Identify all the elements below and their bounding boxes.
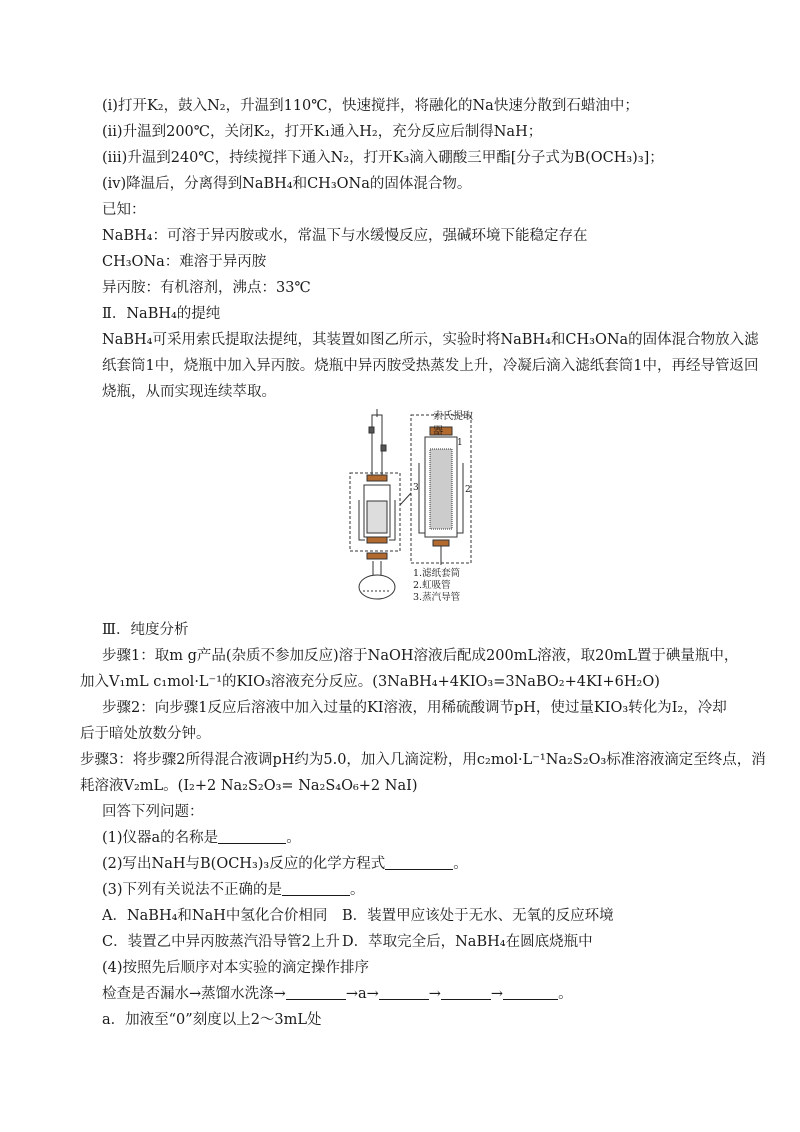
question-1-text: (1)仪器a的名称是	[102, 830, 219, 846]
question-2-text: (2)写出NaH与B(OCH₃)₃反应的化学方程式	[102, 856, 386, 872]
known-nabh4: NaBH₄：可溶于异丙胺或水，常温下与水缓慢反应，强碱环境下能稳定存在	[102, 228, 588, 244]
procedure-step-2-line-2: 后于暗处放数分钟。	[80, 726, 211, 742]
question-3-end: 。	[350, 882, 365, 898]
answer-blank-q4-1[interactable]	[286, 985, 346, 1000]
procedure-step-1-line-1: 步骤1：取m g产品(杂质不参加反应)溶于NaOH溶液后配成200mL溶液，取20mL置于碘量瓶中，	[102, 648, 739, 664]
step-ii: (ⅱ)升温到200℃，关闭K₂，打开K₁通入H₂，充分反应后制得NaH；	[102, 124, 543, 140]
known-isopropylamine: 异丙胺：有机溶剂，沸点：33℃	[102, 280, 311, 296]
figure-legend	[413, 568, 460, 604]
question-3-text: (3)下列有关说法不正确的是	[102, 882, 283, 898]
question-3-option-a: A．NaBH₄和NaH中氢化合价相同	[102, 908, 328, 924]
figure-label-3: 3	[413, 483, 419, 493]
figure-legend-1: 1.滤纸套筒	[413, 568, 461, 579]
section-3-title: Ⅲ．纯度分析	[102, 622, 189, 638]
figure-label-2: 2	[465, 485, 471, 495]
answer-blank-q4-4[interactable]	[503, 985, 558, 1000]
step-i: (ⅰ)打开K₂，鼓入N₂，升温到110℃，快速搅拌，将融化的Na快速分散到石蜡油中；	[102, 98, 639, 114]
procedure-step-3-line-2: 耗溶液V₂mL。(I₂+2 Na₂S₂O₃= Na₂S₄O₆+2 NaI)	[80, 778, 418, 794]
answer-blank-q4-3[interactable]	[441, 985, 491, 1000]
question-3-option-b: B．装置甲应该处于无水、无氧的反应环境	[342, 908, 614, 924]
sequence-end: 。	[558, 986, 573, 1002]
procedure-step-1-line-2: 加入V₁mL c₁mol·L⁻¹的KIO₃溶液充分反应。(3NaBH₄+4KIO₃=3NaBO₂+4KI+6H₂O)	[80, 674, 660, 690]
step-iv: (ⅳ)降温后，分离得到NaBH₄和CH₃ONa的固体混合物。	[102, 176, 472, 192]
questions-intro: 回答下列问题：	[102, 804, 204, 820]
question-4-option-a: a．加液至“0”刻度以上2～3mL处	[102, 1012, 322, 1028]
question-2	[102, 854, 468, 874]
sequence-a: →a→	[345, 986, 379, 1002]
question-1	[102, 828, 301, 848]
sequence-arrow-1: →	[428, 986, 441, 1002]
question-2-end: 。	[453, 856, 468, 872]
answer-blank-q3[interactable]	[282, 881, 350, 896]
known-ch3ona: CH₃ONa：难溶于异丙胺	[102, 254, 267, 270]
answer-blank-q2[interactable]	[385, 855, 453, 870]
question-4: (4)按照先后顺序对本实验的滴定操作排序	[102, 960, 370, 976]
question-3-option-c: C．装置乙中异丙胺蒸汽沿导管2上升	[102, 934, 340, 950]
question-1-end: 。	[286, 830, 301, 846]
sequence-arrow-2: →	[490, 986, 504, 1002]
figure-legend-3: 3.蒸汽导管	[413, 592, 461, 603]
soxhlet-apparatus-figure	[345, 405, 475, 610]
step-iii: (ⅲ)升温到240℃，持续搅拌下通入N₂，打开K₃滴入硼酸三甲酯[分子式为B(OCH₃)₃]；	[102, 150, 664, 166]
figure-label-1: 1	[457, 438, 463, 448]
figure-legend-2: 2.虹吸管	[413, 580, 451, 591]
section-2-title: Ⅱ．NaBH₄的提纯	[102, 306, 221, 322]
question-3	[102, 880, 365, 900]
answer-blank-q1[interactable]	[218, 829, 286, 844]
sequence-start: 检查是否漏水→蒸馏水洗涤→	[102, 986, 286, 1002]
answer-blank-q4-2[interactable]	[379, 985, 429, 1000]
section-2-paragraph-line-2: 纸套筒1中，烧瓶中加入异丙胺。烧瓶中异丙胺受热蒸发上升，冷凝后滴入滤纸套筒1中，再经导管返回	[102, 358, 759, 374]
figure-header-label: 索氏提取器	[433, 411, 473, 437]
section-2-paragraph-line-1: NaBH₄可采用索氏提取法提纯，其装置如图乙所示，实验时将NaBH₄和CH₃ONa的固体混合物放入滤	[102, 332, 759, 348]
procedure-step-3-line-1: 步骤3：将步骤2所得混合液调pH约为5.0，加入几滴淀粉，用c₂mol·L⁻¹Na₂S₂O₃标准溶液滴定至终点，消	[80, 752, 766, 768]
question-4-sequence	[102, 984, 573, 1004]
known-title: 已知：	[102, 202, 146, 218]
question-3-option-d: D．萃取完全后，NaBH₄在圆底烧瓶中	[342, 934, 593, 950]
procedure-step-2-line-1: 步骤2：向步骤1反应后溶液中加入过量的KI溶液，用稀硫酸调节pH，使过量KIO₃转化为I₂，冷却	[102, 700, 727, 716]
section-2-paragraph-line-3: 烧瓶，从而实现连续萃取。	[102, 384, 276, 400]
